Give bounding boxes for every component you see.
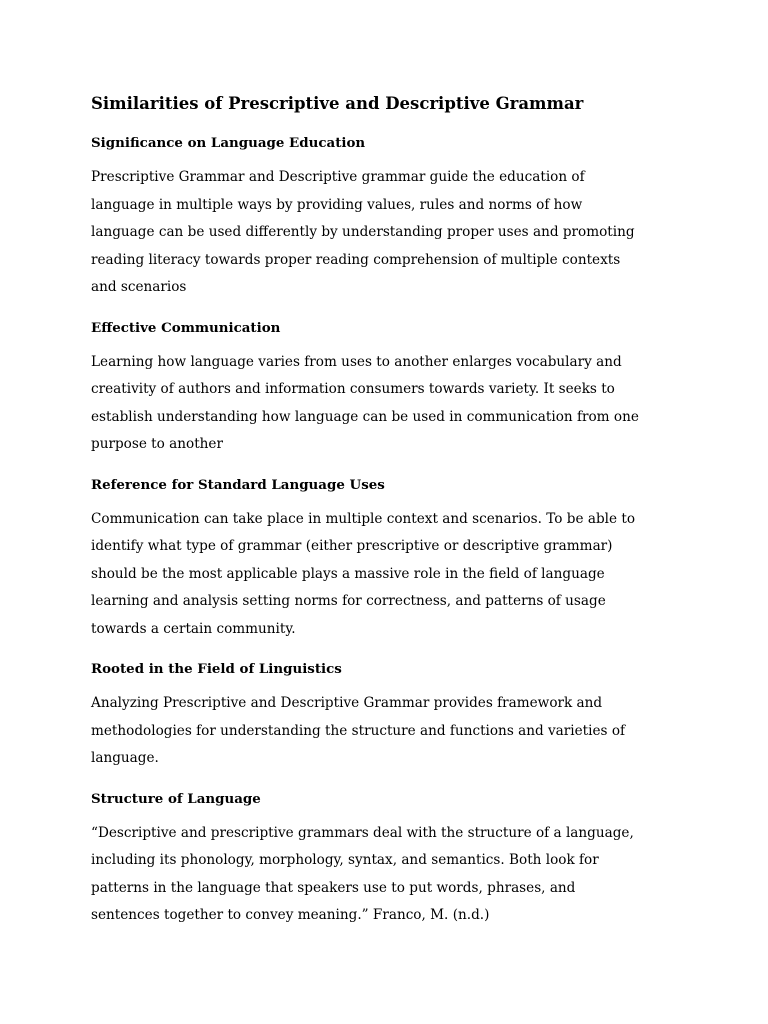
- paragraph-line: methodologies for understanding the structure and functions and varieties of: [91, 722, 626, 739]
- paragraph-line: creativity of authors and information consumers towards variety. It seeks to: [91, 381, 615, 397]
- paragraph-line: and scenarios: [91, 279, 187, 295]
- section-heading: Rooted in the Field of Linguistics: [91, 661, 342, 677]
- section-heading: Effective Communication: [91, 319, 281, 336]
- section-paragraph: [91, 506, 691, 644]
- paragraph-line: language in multiple ways by providing values, rules and norms of how: [91, 196, 583, 213]
- paragraph-line: Communication can take place in multiple context and scenarios. To be able to: [91, 510, 636, 527]
- section-paragraph: [91, 349, 691, 459]
- section-language-education: [91, 134, 691, 302]
- section-linguistics: [91, 660, 691, 773]
- section-heading: Structure of Language: [91, 790, 261, 807]
- section-paragraph: [91, 820, 691, 930]
- paragraph-line: should be the most applicable plays a massive role in the field of language: [91, 565, 605, 582]
- paragraph-line: learning and analysis setting norms for correctness, and patterns of usage: [91, 593, 606, 609]
- paragraph-line: including its phonology, morphology, syntax, and semantics. Both look for: [91, 852, 599, 868]
- paragraph-line: purpose to another: [91, 436, 223, 452]
- paragraph-line: sentences together to convey meaning.” Franco, M. (n.d.): [91, 907, 490, 923]
- paragraph-line: establish understanding how language can be used in communication from one: [91, 408, 639, 425]
- document-title: Similarities of Prescriptive and Descriptive Grammar: [91, 94, 584, 113]
- section-paragraph: [91, 690, 691, 773]
- paragraph-line: language can be used differently by understanding proper uses and promoting: [91, 224, 635, 240]
- section-paragraph: [91, 164, 691, 302]
- paragraph-line: Analyzing Prescriptive and Descriptive Grammar provides framework and: [91, 695, 603, 711]
- paragraph-line: Learning how language varies from uses to another enlarges vocabulary and: [91, 353, 622, 370]
- paragraph-line: Prescriptive Grammar and Descriptive grammar guide the education of: [91, 169, 585, 185]
- section-heading: Significance on Language Education: [91, 135, 366, 151]
- paragraph-line: towards a certain community.: [91, 620, 296, 637]
- section-effective-communication: [91, 319, 691, 459]
- paragraph-line: language.: [91, 750, 159, 766]
- paragraph-line: reading literacy towards proper reading comprehension of multiple contexts: [91, 251, 621, 268]
- section-standard-language-uses: [91, 476, 691, 644]
- paragraph-line: “Descriptive and prescriptive grammars deal with the structure of a language,: [91, 824, 634, 841]
- section-heading: Reference for Standard Language Uses: [91, 476, 385, 493]
- section-structure-of-language: [91, 790, 691, 930]
- paragraph-line: patterns in the language that speakers use to put words, phrases, and: [91, 879, 576, 896]
- document-page: [91, 93, 691, 930]
- paragraph-line: identify what type of grammar (either prescriptive or descriptive grammar): [91, 538, 613, 554]
